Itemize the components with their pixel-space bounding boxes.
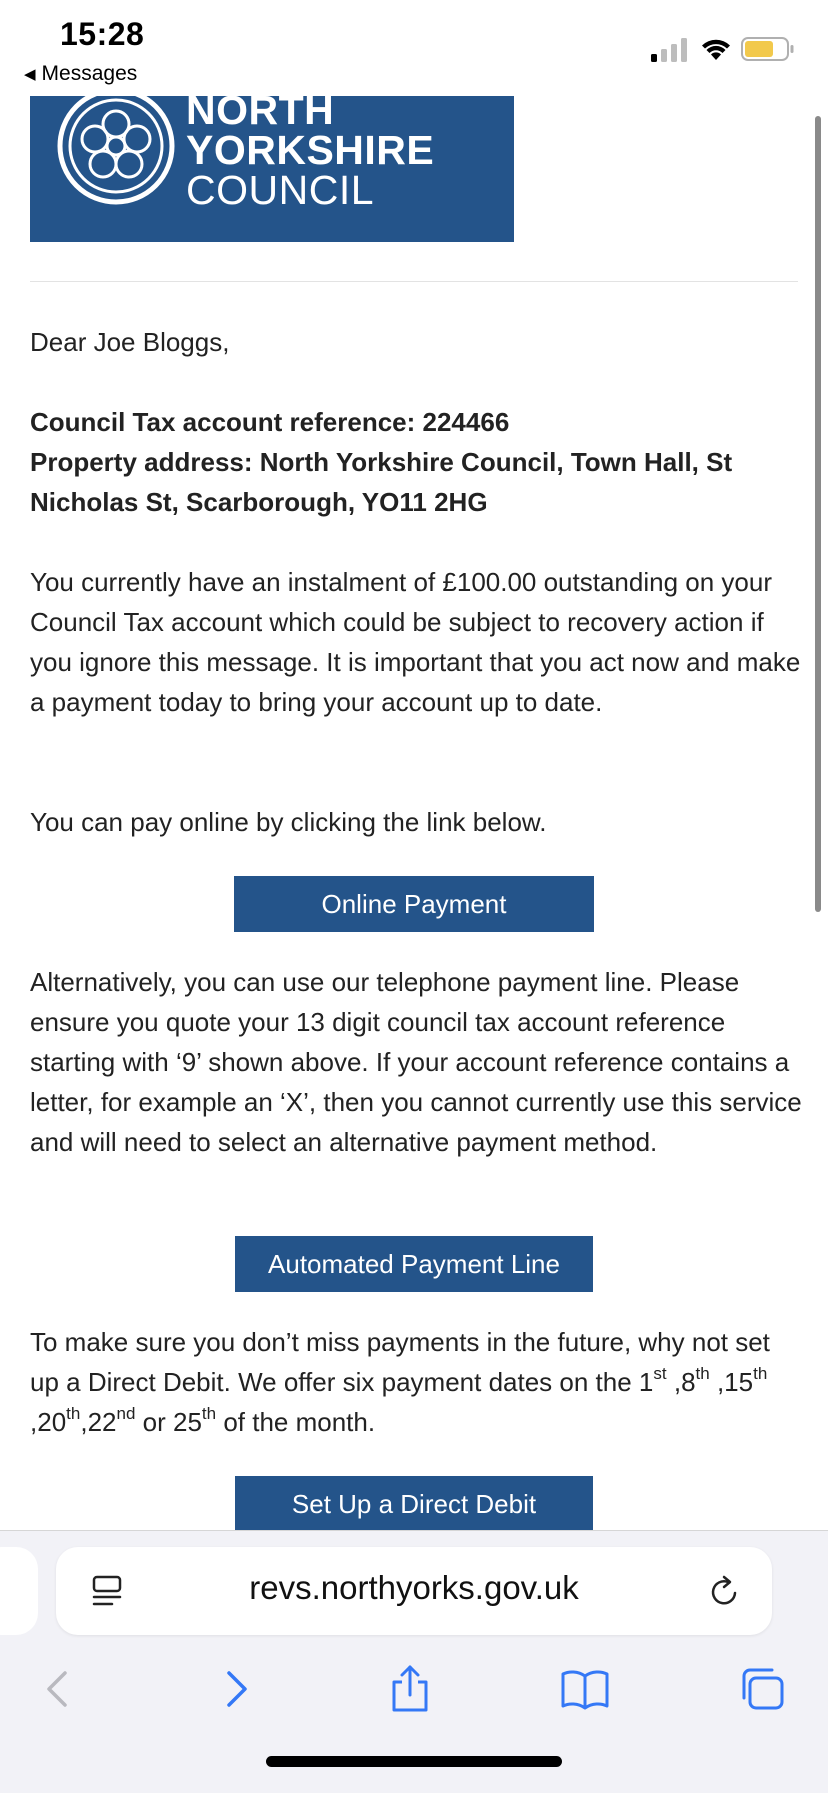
tabs-icon bbox=[738, 1666, 786, 1712]
email-content[interactable] bbox=[0, 96, 828, 1530]
bookmarks-button[interactable] bbox=[557, 1661, 613, 1717]
logo-line-2: YORKSHIRE bbox=[186, 127, 435, 173]
status-time: 15:28 bbox=[60, 16, 145, 52]
tabs-button[interactable] bbox=[734, 1661, 790, 1717]
pay-online-paragraph: You can pay online by clicking the link below. bbox=[30, 807, 547, 837]
dd-date-4-suffix: th bbox=[66, 1404, 81, 1423]
greeting: Dear Joe Bloggs, bbox=[30, 327, 230, 357]
telephone-payment-paragraph: Alternatively, you can use our telephone payment line. Please ensure you quote your 13 digit council tax account reference starting with ‘9’ shown above. If your account reference contains a letter, for example an ‘X’, then you cannot currently use this service and will need to select an alternative payment method. bbox=[30, 967, 802, 1157]
browser-toolbar bbox=[0, 1530, 828, 1793]
back-to-messages-link[interactable] bbox=[24, 62, 137, 86]
dd-sep-3: , bbox=[30, 1407, 38, 1437]
dd-date-2: 8 bbox=[681, 1367, 696, 1397]
account-details bbox=[30, 402, 805, 522]
dd-sep-4: , bbox=[80, 1407, 88, 1437]
dd-sep-2: , bbox=[709, 1367, 725, 1397]
dd-date-2-suffix: th bbox=[695, 1364, 710, 1383]
back-arrow-icon bbox=[43, 1669, 73, 1709]
dd-outro: of the month. bbox=[216, 1407, 376, 1437]
share-icon bbox=[389, 1664, 431, 1714]
forward-arrow-icon bbox=[221, 1669, 251, 1709]
dd-intro: To make sure you don’t miss payments in the future, why not set up a Direct Debit. We offer six payment dates on the bbox=[30, 1327, 770, 1397]
council-logo-text bbox=[186, 96, 435, 213]
dd-date-4: 20 bbox=[37, 1407, 67, 1437]
wifi-icon bbox=[700, 36, 732, 62]
battery-icon bbox=[741, 37, 795, 61]
property-address: Property address: North Yorkshire Council, Town Hall, St Nicholas St, Scarborough, YO11 2HG bbox=[30, 447, 733, 517]
dd-sep-1: , bbox=[666, 1367, 682, 1397]
dd-date-6: 25 bbox=[173, 1407, 202, 1437]
account-reference: Council Tax account reference: 224466 bbox=[30, 407, 510, 437]
dd-date-5-suffix: nd bbox=[116, 1404, 136, 1423]
online-payment-button[interactable]: Online Payment bbox=[234, 876, 594, 932]
outstanding-instalment-paragraph: You currently have an instalment of £100.00 outstanding on your Council Tax account which could be subject to recovery action if you ignore this message. It is important that you act now and make a payment today to bring your account up to date. bbox=[30, 567, 801, 717]
bookmarks-icon bbox=[560, 1668, 610, 1710]
signal-icon bbox=[651, 38, 689, 62]
direct-debit-paragraph bbox=[30, 1322, 805, 1442]
url-text: revs.northyorks.gov.uk bbox=[249, 1569, 579, 1606]
back-triangle-icon: ◀ bbox=[24, 66, 36, 83]
header-divider bbox=[30, 281, 798, 282]
dd-date-6-suffix: th bbox=[201, 1404, 217, 1423]
council-logo bbox=[30, 96, 514, 242]
dd-date-1: 1 bbox=[638, 1367, 654, 1397]
council-rose-icon bbox=[52, 96, 180, 210]
logo-line-1: NORTH bbox=[186, 96, 335, 133]
previous-tab-peek[interactable] bbox=[0, 1547, 38, 1635]
dd-date-3: 15 bbox=[724, 1367, 754, 1397]
back-button[interactable] bbox=[30, 1661, 86, 1717]
home-indicator[interactable] bbox=[266, 1756, 562, 1767]
status-bar bbox=[0, 0, 828, 96]
logo-line-3: COUNCIL bbox=[186, 167, 375, 213]
page-scrollbar[interactable] bbox=[815, 116, 821, 912]
share-button[interactable] bbox=[382, 1661, 438, 1717]
dd-date-3-suffix: th bbox=[753, 1364, 768, 1383]
back-to-messages-label: Messages bbox=[41, 62, 138, 85]
reload-icon[interactable] bbox=[708, 1573, 742, 1609]
dd-sep-5: or bbox=[135, 1407, 173, 1437]
address-bar[interactable] bbox=[56, 1547, 772, 1635]
forward-button[interactable] bbox=[208, 1661, 264, 1717]
dd-date-5: 22 bbox=[87, 1407, 117, 1437]
dd-date-1-suffix: st bbox=[653, 1364, 667, 1383]
set-up-direct-debit-button[interactable]: Set Up a Direct Debit bbox=[235, 1476, 593, 1530]
automated-payment-line-button[interactable]: Automated Payment Line bbox=[235, 1236, 593, 1292]
